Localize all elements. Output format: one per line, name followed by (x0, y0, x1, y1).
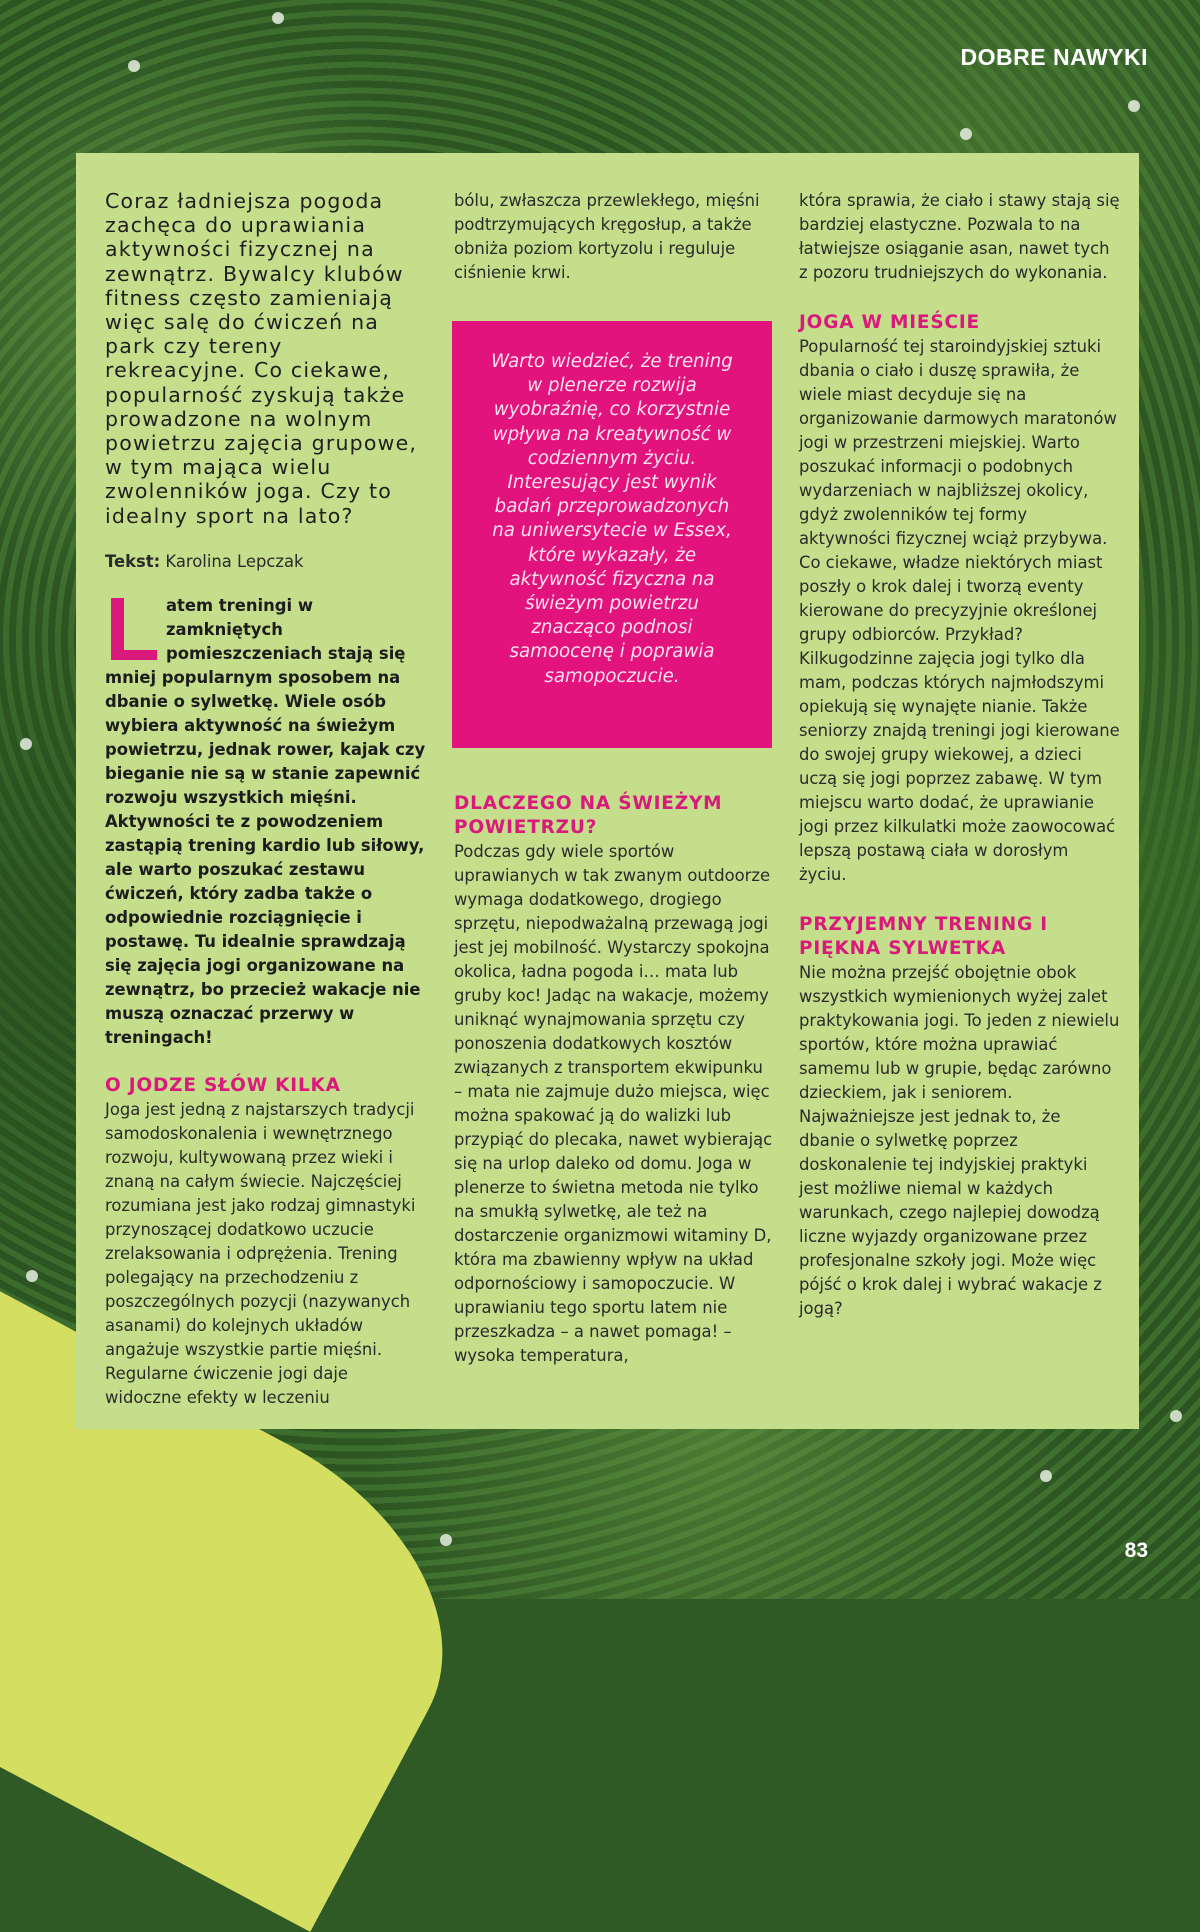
section-body: Podczas gdy wiele sportów uprawianych w tak zwanym outdoorze wymaga dodatkowego, drogiego sprzętu, niepodważalną przewagą jogi jest jej mobilność. Wystarczy spokojna okolica, ładna pogoda i… mata lub gruby koc! Jadąc na wakacje, możemy uniknąć wynajmowania sprzętu czy ponoszenia dodatkowych kosztów związanych z transportem ekwipunku – mata nie zajmuje dużo miejsca, więc można spakować ją do walizki lub przypiąć do plecaka, nawet wybierając się na urlop daleko od domu. Joga w plenerze to świetna metoda nie tylko na smukłą sylwetkę, ale też na dostarczenie organizmowi witaminy D, która ma zbawienny wpływ na układ odpornościowy i samopoczucie. W uprawianiu tego sportu latem nie przeszkadza – a nawet pomaga! – wysoka temperatura, (454, 842, 773, 1365)
clover-flower (128, 60, 140, 72)
pull-quote-text: Warto wiedzieć, że trening w plenerze rozwija wyobraźnię, co korzystnie wpływa na kreatywność w codziennym życiu. Interesujący jest wynik badań przeprowadzonych na uniwersytecie w Essex, które wykazały, że aktywność fizyczna na świeżym powietrzu znacząco podnosi samoocenę i poprawia samopoczucie. (491, 351, 733, 687)
section-heading: O JODZE SŁÓW KILKA (105, 1074, 341, 1096)
clover-flower (26, 1270, 38, 1282)
pull-quote-box (452, 321, 772, 748)
column-2 (454, 189, 776, 285)
page-number: 83 (1124, 1539, 1148, 1562)
clover-flower (20, 738, 32, 750)
clover-flower (440, 1534, 452, 1546)
dropcap-letter: L (105, 579, 160, 680)
section-heading: PRZYJEMNY TRENING I PIĘKNA SYLWETKA (799, 914, 1048, 959)
clover-flower (1128, 100, 1140, 112)
column-2-lower (454, 792, 776, 1368)
column-1 (105, 189, 427, 1410)
article-lead: Coraz ładniejsza pogoda zachęca do uprawiania aktywności fizycznej na zewnątrz. Bywalcy klubów fitness często zamieniają więc salę do ćwiczeń na park czy tereny rekreacyjne. Co ciekawe, popularność zyskują także prowadzone na wolnym powietrzu zajęcia grupowe, w tym mająca wielu zwolenników joga. Czy to idealny sport na lato? (105, 189, 418, 528)
byline (105, 550, 427, 574)
byline-author: Karolina Lepczak (165, 551, 304, 571)
section-heading: JOGA W MIEŚCIE (799, 312, 980, 333)
clover-flower (960, 128, 972, 140)
section-body: Popularność tej staroindyjskiej sztuki dbania o ciało i duszę sprawiła, że wiele miast decyduje się na organizowanie darmowych maratonów jogi w przestrzeni miejskiej. Warto poszukać informacji o podobnych wydarzeniach w najbliższej okolicy, gdyż zwolenników tej formy aktywności fizycznej wciąż przybywa. Co ciekawe, władze niektórych miast poszły o krok dalej i tworzą eventy kierowane do precyzyjnie określonej grupy odbiorców. Przykład? Kilkugodzinne zajęcia jogi tylko dla mam, podczas których najmłodszymi opiekują się wynajęte nianie. Także seniorzy znajdą treningi jogi kierowane do swojej grupy wiekowej, a dzieci uczą się jogi poprzez zabawę. W tym miejscu warto dodać, że uprawianie jogi przez kilkulatki może zaowocować lepszą postawą ciała w dorosłym życiu. (799, 337, 1120, 884)
clover-flower (1170, 1410, 1182, 1422)
continued-text: która sprawia, że ciało i stawy stają się bardziej elastyczne. Pozwala to na łatwiejsze osiąganie asan, nawet tych z pozoru trudniejszych do wykonania. (799, 191, 1120, 282)
clover-flower (1040, 1470, 1052, 1482)
intro-text: atem treningi w zamkniętych pomieszczeniach stają się mniej popularnym sposobem na dbanie o sylwetkę. Wiele osób wybiera aktywność na świeżym powietrzu, jednak rower, kajak czy bieganie nie są w stanie zapewnić rozwoju wszystkich mięśni. Aktywności te z powodzeniem zastąpią trening kardio lub siłowy, ale warto poszukać zestawu ćwiczeń, który zadba także o odpowiednie rozciągnięcie i postawę. Tu idealnie sprawdzają się zajęcia jogi organizowane na zewnątrz, bo przecież wakacje nie muszą oznaczać przerwy w treningach! (105, 595, 426, 1047)
clover-flower (272, 12, 284, 24)
section-heading: DLACZEGO NA ŚWIEŻYM POWIETRZU? (454, 793, 723, 838)
continued-text: bólu, zwłaszcza przewlekłego, mięśni podtrzymujących kręgosłup, a także obniża poziom kortyzolu i reguluje ciśnienie krwi. (454, 191, 760, 282)
section-body: Joga jest jedną z najstarszych tradycji samodoskonalenia i wewnętrznego rozwoju, kultywowaną przez wieki i znaną na całym świecie. Najczęściej rozumiana jest jako rodzaj gimnastyki przynoszącej dodatkowo uczucie zrelaksowania i odprężenia. Trening polegający na przechodzeniu z poszczególnych pozycji (nazywanych asanami) do kolejnych układów angażuje wszystkie partie mięśni. Regularne ćwiczenie jogi daje widoczne efekty w leczeniu (105, 1099, 416, 1407)
article-intro (105, 579, 427, 1050)
section-body: Nie można przejść obojętnie obok wszystkich wymienionych wyżej zalet praktykowania jogi. To jeden z niewielu sportów, które można uprawiać samemu lub w grupie, będąc zarówno dzieckiem, jak i seniorem. Najważniejsze jest jednak to, że dbanie o sylwetkę poprzez doskonalenie tej indyjskiej praktyki jest możliwe niemal w każdych warunkach, czego najlepiej dowodzą liczne wyjazdy organizowane przez profesjonalne szkoły jogi. Może więc pójść o krok dalej i wybrać wakacje z jogą? (799, 963, 1120, 1318)
section-label: DOBRE NAWYKI (960, 44, 1148, 70)
byline-label: Tekst: (105, 551, 161, 571)
column-3 (799, 189, 1121, 1321)
article-card (76, 153, 1139, 1429)
